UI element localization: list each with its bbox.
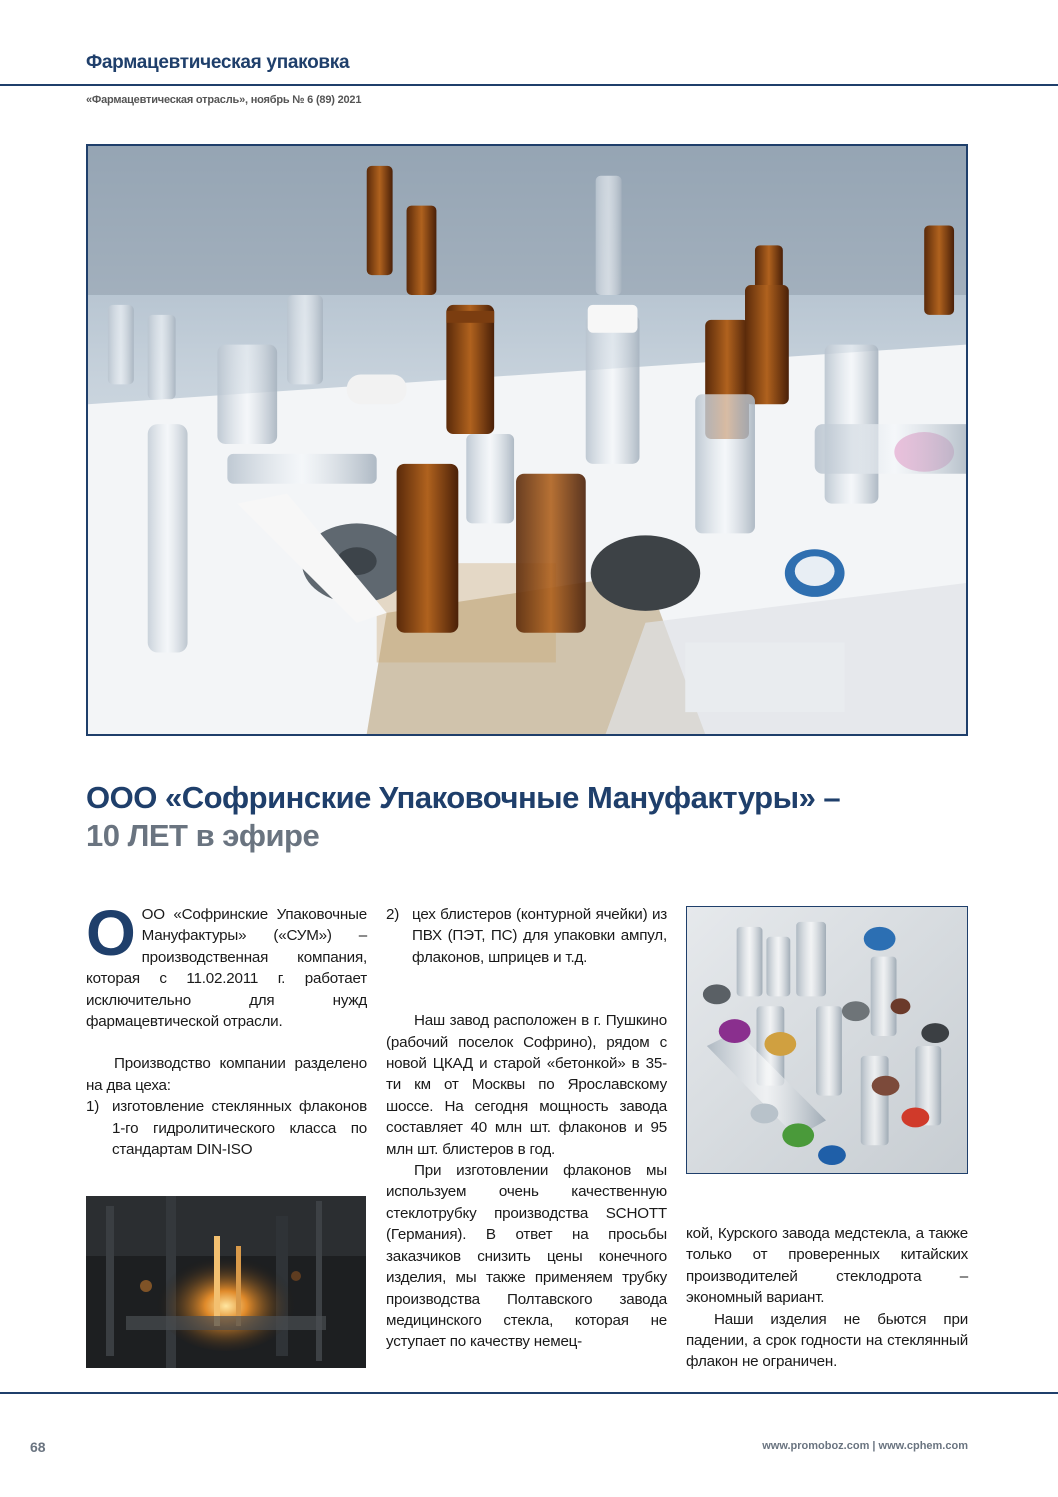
list-number-2: 2) [386, 906, 400, 923]
footer-links: www.promoboz.com | www.cphem.com [762, 1440, 968, 1452]
list-item-2 [386, 904, 667, 968]
page-number: 68 [30, 1439, 46, 1455]
column-1 [86, 897, 367, 1160]
durability-paragraph: Наши изделия не бьются при падении, а срок годности на стеклянный флакон не ограничен. [686, 1310, 968, 1371]
list-text-2: цех блистеров (контурной ячейки) из ПВХ (ПЭТ, ПС) для упаковки ампул, флаконов, шприцев и т.д. [412, 906, 667, 966]
list-item-1 [86, 1096, 367, 1160]
headline-line1: ООО «Софринские Упаковочные Мануфактуры» – [86, 780, 841, 815]
header-rule [0, 84, 1058, 86]
drop-cap: О [86, 897, 136, 969]
main-photo [86, 144, 968, 736]
intro-paragraph: ОО «Софринские Упаковочные Мануфактуры» («СУМ») – производственная компания, которая с 11.02.2011 г. работает исключительно для нужд фармацевтической отрасли. [86, 906, 367, 1031]
headline-line2: 10 ЛЕТ в эфире [86, 818, 320, 853]
column-2 [386, 904, 667, 1353]
footer-rule [0, 1392, 1058, 1394]
tube-paragraph: При изготовлении флаконов мы используем очень качественную стеклотрубку производства SCHOTT (Германия). В ответ на просьбы заказчиков снизить цены конечного изделия, мы также применяем трубку производства Полтавского завода медицинского стекла, которая не уступает по качеству немец- [386, 1162, 667, 1351]
issue-line: «Фармацевтическая отрасль», ноябрь № 6 (89) 2021 [86, 94, 362, 106]
continued-paragraph: кой, Курского завода медстекла, а также только от проверенных китайских производителей стеклодрота – экономный вариант. [686, 1225, 968, 1307]
column-3 [686, 1223, 968, 1373]
section-title: Фармацевтическая упаковка [86, 52, 350, 73]
plant-paragraph: Наш завод расположен в г. Пушкино (рабочий поселок Софрино), рядом с новой ЦКАД и старой «бетонкой» в 35-ти км от Москвы по Ярославскому шоссе. На сегодня мощность завода составляет 40 млн шт. флаконов и 95 млн шт. блистеров в год. [386, 1012, 667, 1158]
production-paragraph: Производство компании разделено на два цеха: [86, 1055, 367, 1094]
list-number-1: 1) [86, 1098, 100, 1116]
headline [86, 779, 986, 855]
vials-photo [686, 906, 968, 1174]
list-text-1: изготовление стеклянных флаконов 1-го гидролитического класса по стандартам DIN-ISO [112, 1098, 367, 1159]
factory-photo [86, 1196, 366, 1368]
